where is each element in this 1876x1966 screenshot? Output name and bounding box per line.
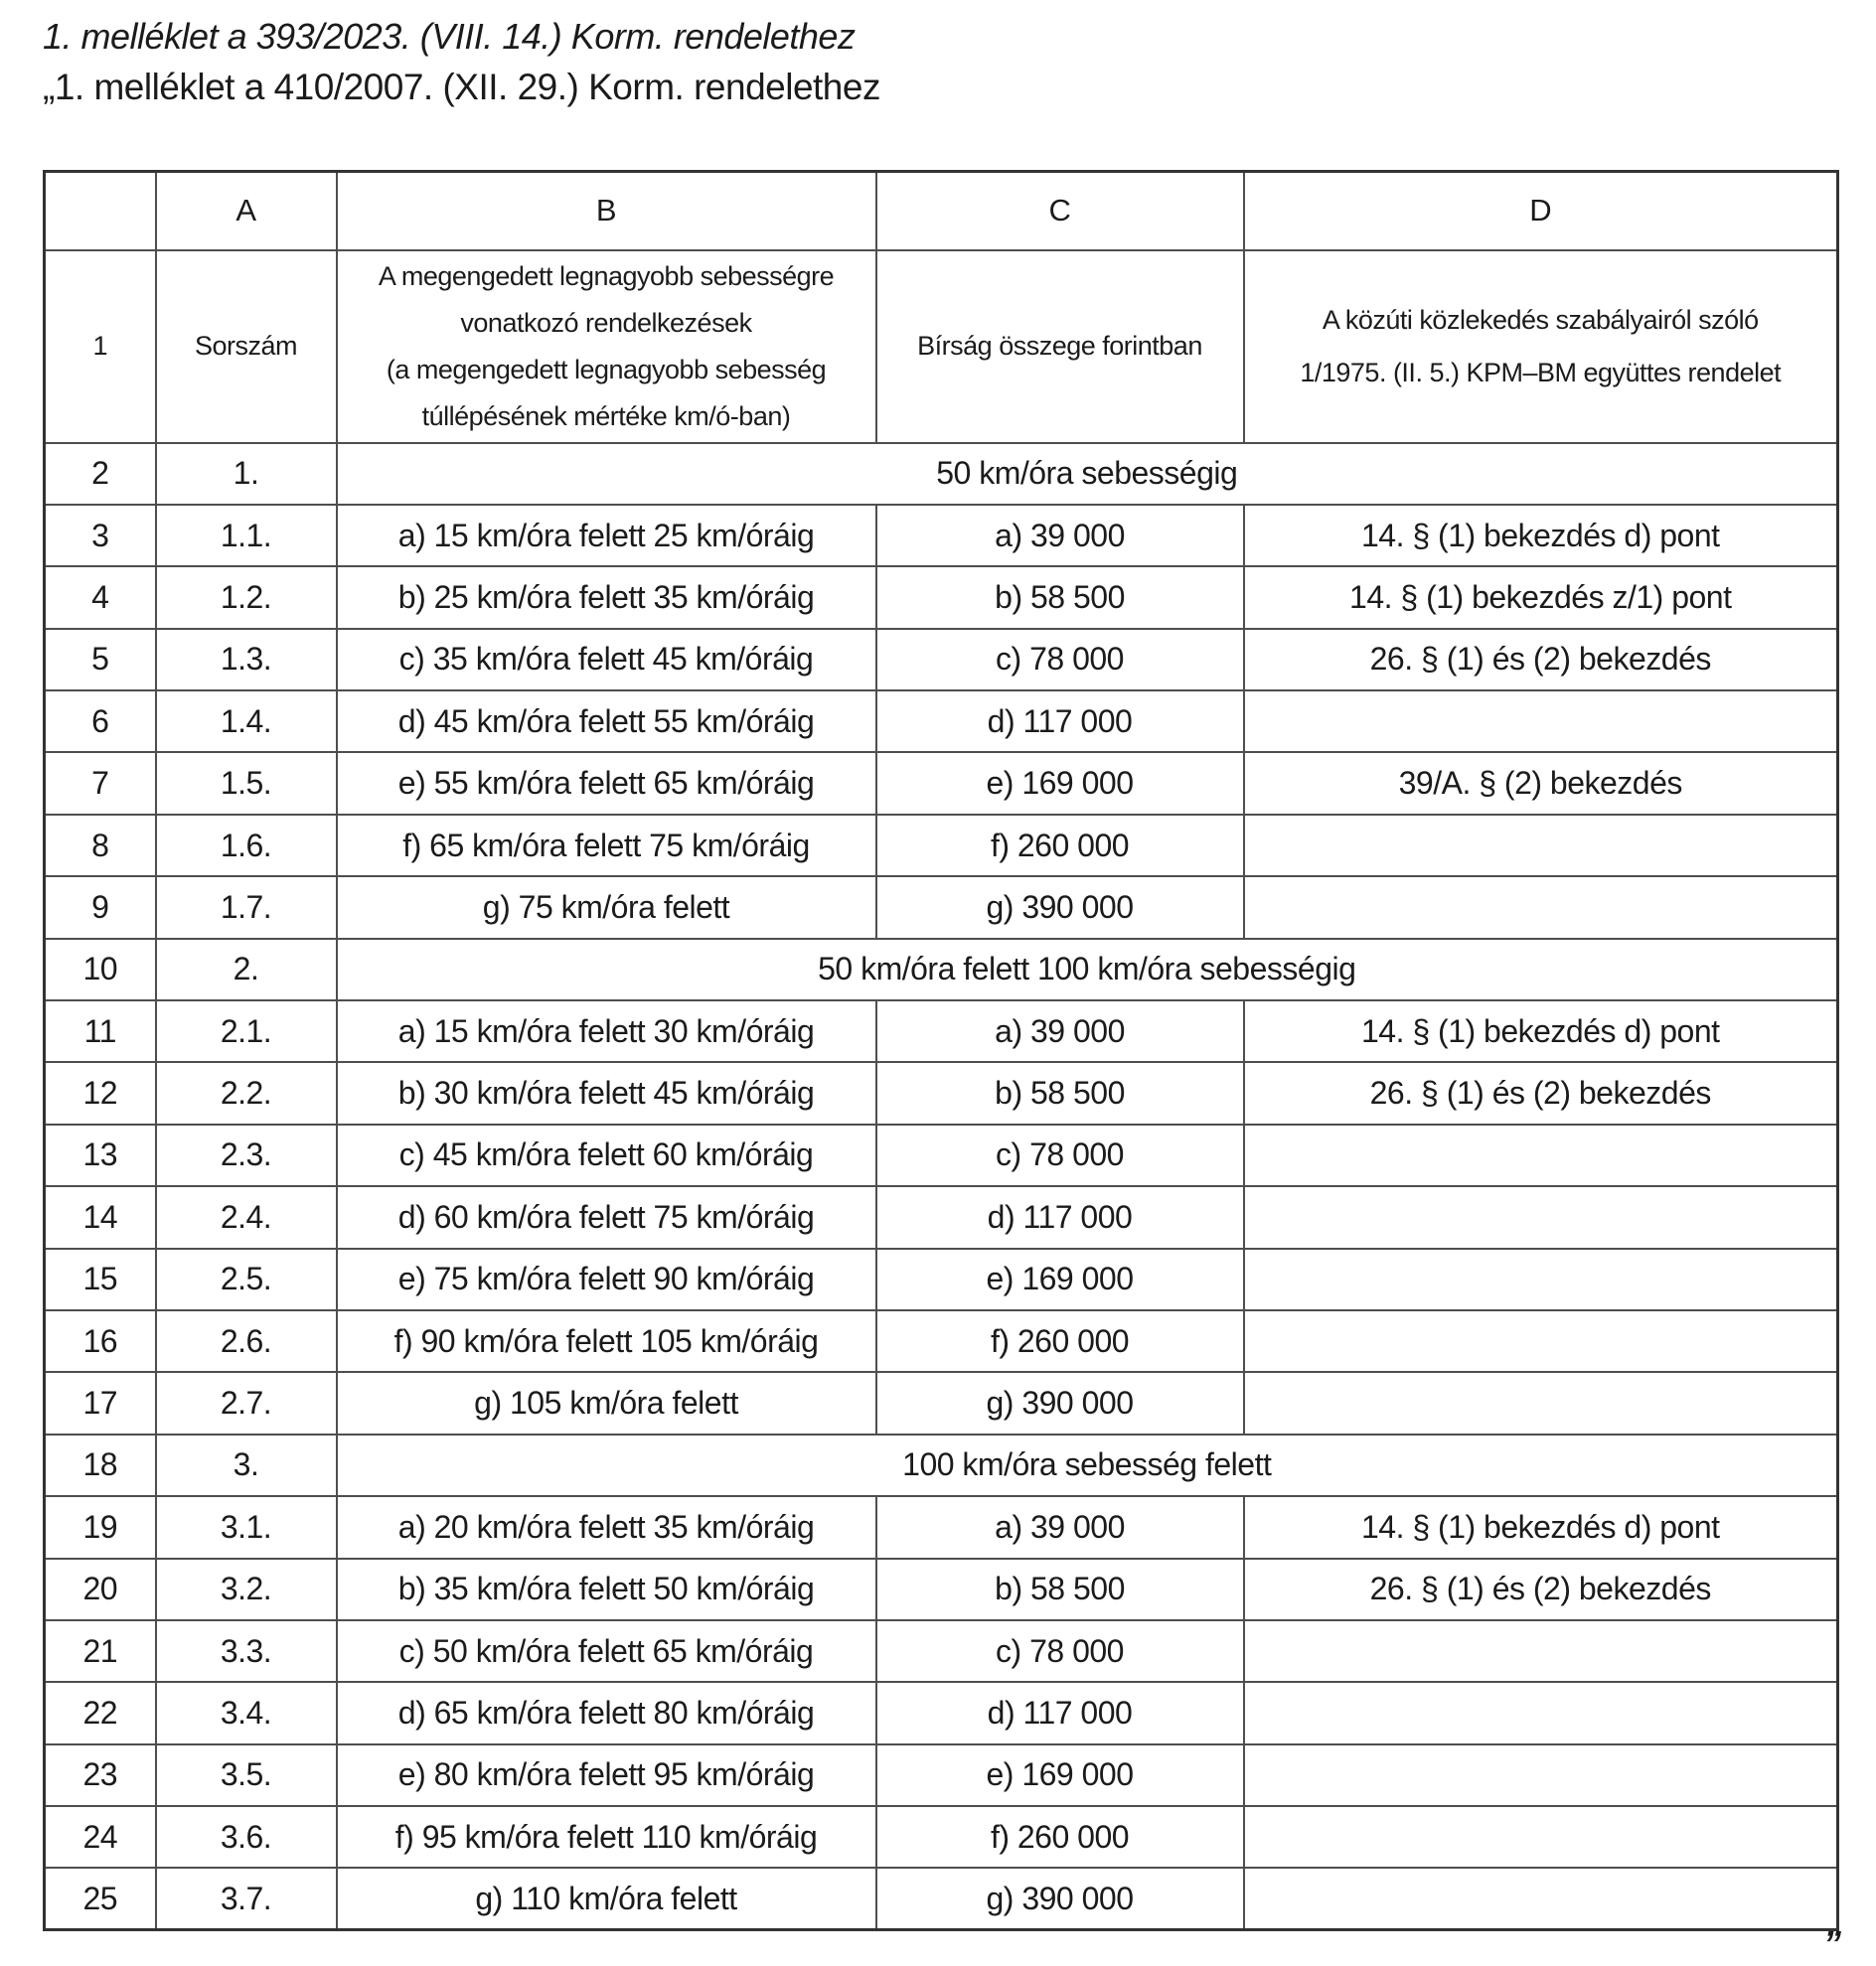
column-letter-cell: C [876, 172, 1244, 250]
provision-header-line: túllépésének mértéke km/ó-ban) [421, 400, 791, 431]
table-row [45, 690, 1838, 752]
table-row [45, 1806, 1838, 1868]
legal-reference-cell: 14. § (1) bekezdés d) pont [1244, 1000, 1838, 1062]
provision-cell: e) 55 km/óra felett 65 km/óráig [337, 752, 876, 814]
table-row [45, 1744, 1838, 1806]
sorszam-cell: 3.7. [156, 1868, 337, 1929]
legal-reference-cell [1244, 1744, 1838, 1806]
provision-cell: f) 65 km/óra felett 75 km/óráig [337, 815, 876, 876]
table-row [45, 629, 1838, 690]
provision-cell: a) 15 km/óra felett 25 km/óráig [337, 505, 876, 566]
row-number-cell: 4 [45, 566, 156, 628]
legal-reference-cell [1244, 690, 1838, 752]
sorszam-cell: 2.7. [156, 1372, 337, 1434]
sorszam-cell: 1.1. [156, 505, 337, 566]
table-row [45, 1868, 1838, 1929]
sorszam-cell: 1.5. [156, 752, 337, 814]
sorszam-cell: 3.2. [156, 1559, 337, 1620]
provision-cell: c) 35 km/óra felett 45 km/óráig [337, 629, 876, 690]
legal-reference-cell [1244, 1372, 1838, 1434]
column-letter-cell [45, 172, 156, 250]
provision-cell: b) 35 km/óra felett 50 km/óráig [337, 1559, 876, 1620]
fine-amount-cell: b) 58 500 [876, 1062, 1244, 1124]
sorszam-cell: 2.2. [156, 1062, 337, 1124]
sorszam-cell: 2.6. [156, 1310, 337, 1372]
row-number-cell: 11 [45, 1000, 156, 1062]
fine-amount-cell: c) 78 000 [876, 1125, 1244, 1186]
row-number-cell: 25 [45, 1868, 156, 1929]
legal-reference-cell: 26. § (1) és (2) bekezdés [1244, 1559, 1838, 1620]
fine-amount-header-cell: Bírság összege forintban [876, 250, 1244, 443]
section-row [45, 1435, 1838, 1496]
fine-amount-cell: c) 78 000 [876, 1620, 1244, 1682]
table-row [45, 1125, 1838, 1186]
provision-header-cell [337, 250, 876, 443]
row-number-cell: 2 [45, 443, 156, 505]
legal-reference-cell [1244, 815, 1838, 876]
table-row [45, 1062, 1838, 1124]
legal-reference-cell: 14. § (1) bekezdés d) pont [1244, 505, 1838, 566]
sorszam-header-cell: Sorszám [156, 250, 337, 443]
annex-title-old-decree: „1. melléklet a 410/2007. (XII. 29.) Korm. rendelethez [43, 67, 880, 107]
row-number-cell: 16 [45, 1310, 156, 1372]
fine-amount-cell: a) 39 000 [876, 1000, 1244, 1062]
provision-cell: a) 20 km/óra felett 35 km/óráig [337, 1496, 876, 1558]
fine-amount-cell: e) 169 000 [876, 1249, 1244, 1310]
fine-amount-cell: f) 260 000 [876, 1310, 1244, 1372]
section-span-cell: 100 km/óra sebesség felett [337, 1435, 1838, 1496]
fine-amount-cell: g) 390 000 [876, 876, 1244, 938]
legal-reference-header-cell [1244, 250, 1838, 443]
provision-header-line: A megengedett legnagyobb sebességre [378, 260, 835, 291]
sorszam-cell: 3.4. [156, 1682, 337, 1743]
fine-amount-cell: a) 39 000 [876, 1496, 1244, 1558]
fine-amount-cell: b) 58 500 [876, 566, 1244, 628]
legal-reference-cell: 26. § (1) és (2) bekezdés [1244, 629, 1838, 690]
table-row [45, 1559, 1838, 1620]
sorszam-cell: 2.3. [156, 1125, 337, 1186]
sorszam-cell: 3.1. [156, 1496, 337, 1558]
row-number-cell: 12 [45, 1062, 156, 1124]
row-number-cell: 3 [45, 505, 156, 566]
fine-amount-cell: e) 169 000 [876, 752, 1244, 814]
closing-quote-mark: ” [1823, 1923, 1840, 1964]
row-number-cell: 20 [45, 1559, 156, 1620]
row-number-cell: 7 [45, 752, 156, 814]
provision-cell: g) 75 km/óra felett [337, 876, 876, 938]
row-number-cell: 22 [45, 1682, 156, 1743]
sorszam-cell: 2.5. [156, 1249, 337, 1310]
sorszam-cell: 1.7. [156, 876, 337, 938]
fine-amount-cell: c) 78 000 [876, 629, 1244, 690]
sorszam-cell: 2.4. [156, 1186, 337, 1248]
provision-cell: d) 45 km/óra felett 55 km/óráig [337, 690, 876, 752]
legal-reference-cell [1244, 876, 1838, 938]
table-row [45, 1000, 1838, 1062]
document-titles [43, 12, 880, 113]
column-letter-cell: A [156, 172, 337, 250]
annex-title-new-decree: 1. melléklet a 393/2023. (VIII. 14.) Korm. rendelethez [43, 16, 856, 57]
fine-amount-cell: a) 39 000 [876, 505, 1244, 566]
row-number-cell: 13 [45, 1125, 156, 1186]
legal-reference-cell [1244, 1806, 1838, 1868]
sorszam-cell: 2.1. [156, 1000, 337, 1062]
table-row [45, 1249, 1838, 1310]
legal-reference-cell: 14. § (1) bekezdés z/1) pont [1244, 566, 1838, 628]
fine-amount-cell: d) 117 000 [876, 1186, 1244, 1248]
provision-cell: d) 65 km/óra felett 80 km/óráig [337, 1682, 876, 1743]
table-row [45, 1372, 1838, 1434]
section-span-cell: 50 km/óra felett 100 km/óra sebességig [337, 939, 1838, 1000]
table-row [45, 1186, 1838, 1248]
section-row [45, 443, 1838, 505]
row-number-cell: 21 [45, 1620, 156, 1682]
row-number-cell: 5 [45, 629, 156, 690]
column-letter-cell: B [337, 172, 876, 250]
speeding-fines-table [43, 170, 1839, 1931]
table-row [45, 566, 1838, 628]
row-number-cell: 14 [45, 1186, 156, 1248]
table-row [45, 1620, 1838, 1682]
legal-reference-header-line: A közúti közlekedés szabályairól szóló [1322, 304, 1759, 335]
provision-cell: b) 25 km/óra felett 35 km/óráig [337, 566, 876, 628]
table-row [45, 1496, 1838, 1558]
column-letter-row [45, 172, 1838, 250]
sorszam-cell: 1. [156, 443, 337, 505]
row-number-cell: 10 [45, 939, 156, 1000]
row-number-cell: 6 [45, 690, 156, 752]
column-letter-cell: D [1244, 172, 1838, 250]
fines-table-body [45, 172, 1838, 1930]
table-row [45, 1682, 1838, 1743]
sorszam-cell: 3.3. [156, 1620, 337, 1682]
provision-cell: c) 50 km/óra felett 65 km/óráig [337, 1620, 876, 1682]
provision-cell: f) 95 km/óra felett 110 km/óráig [337, 1806, 876, 1868]
sorszam-cell: 1.2. [156, 566, 337, 628]
row-number-cell: 19 [45, 1496, 156, 1558]
legal-reference-cell [1244, 1682, 1838, 1743]
sorszam-cell: 3.6. [156, 1806, 337, 1868]
legal-reference-cell [1244, 1186, 1838, 1248]
legal-reference-cell: 26. § (1) és (2) bekezdés [1244, 1062, 1838, 1124]
provision-cell: d) 60 km/óra felett 75 km/óráig [337, 1186, 876, 1248]
row-number-cell: 8 [45, 815, 156, 876]
table-row [45, 815, 1838, 876]
fine-amount-cell: b) 58 500 [876, 1559, 1244, 1620]
row-number-cell: 23 [45, 1744, 156, 1806]
table-row [45, 1310, 1838, 1372]
legal-reference-cell: 14. § (1) bekezdés d) pont [1244, 1496, 1838, 1558]
row-number-cell: 17 [45, 1372, 156, 1434]
provision-cell: e) 75 km/óra felett 90 km/óráig [337, 1249, 876, 1310]
sorszam-cell: 3.5. [156, 1744, 337, 1806]
fine-amount-cell: d) 117 000 [876, 1682, 1244, 1743]
provision-cell: g) 105 km/óra felett [337, 1372, 876, 1434]
provision-cell: a) 15 km/óra felett 30 km/óráig [337, 1000, 876, 1062]
table-row [45, 876, 1838, 938]
section-span-cell: 50 km/óra sebességig [337, 443, 1838, 505]
table-row [45, 752, 1838, 814]
row-number-cell: 15 [45, 1249, 156, 1310]
row-number-cell: 18 [45, 1435, 156, 1496]
row-number-cell: 24 [45, 1806, 156, 1868]
row-number-cell: 9 [45, 876, 156, 938]
sorszam-cell: 1.6. [156, 815, 337, 876]
provision-cell: f) 90 km/óra felett 105 km/óráig [337, 1310, 876, 1372]
fine-amount-cell: e) 169 000 [876, 1744, 1244, 1806]
table-row [45, 505, 1838, 566]
sorszam-cell: 3. [156, 1435, 337, 1496]
legal-reference-cell [1244, 1310, 1838, 1372]
sorszam-cell: 1.3. [156, 629, 337, 690]
fine-amount-cell: g) 390 000 [876, 1868, 1244, 1929]
provision-cell: g) 110 km/óra felett [337, 1868, 876, 1929]
provision-header-line: (a megengedett legnagyobb sebesség [386, 354, 827, 384]
legal-reference-cell [1244, 1620, 1838, 1682]
fine-amount-cell: g) 390 000 [876, 1372, 1244, 1434]
legal-reference-header-line: 1/1975. (II. 5.) KPM–BM együttes rendelet [1300, 357, 1782, 387]
header-row [45, 250, 1838, 443]
section-row [45, 939, 1838, 1000]
legal-reference-cell [1244, 1125, 1838, 1186]
sorszam-cell: 1.4. [156, 690, 337, 752]
legal-reference-cell [1244, 1249, 1838, 1310]
fine-amount-cell: d) 117 000 [876, 690, 1244, 752]
legal-reference-cell [1244, 1868, 1838, 1929]
provision-cell: c) 45 km/óra felett 60 km/óráig [337, 1125, 876, 1186]
sorszam-cell: 2. [156, 939, 337, 1000]
provision-cell: b) 30 km/óra felett 45 km/óráig [337, 1062, 876, 1124]
fine-amount-cell: f) 260 000 [876, 1806, 1244, 1868]
provision-cell: e) 80 km/óra felett 95 km/óráig [337, 1744, 876, 1806]
row-number-cell: 1 [45, 250, 156, 443]
legal-reference-cell: 39/A. § (2) bekezdés [1244, 752, 1838, 814]
fine-amount-cell: f) 260 000 [876, 815, 1244, 876]
provision-header-line: vonatkozó rendelkezések [460, 307, 752, 338]
